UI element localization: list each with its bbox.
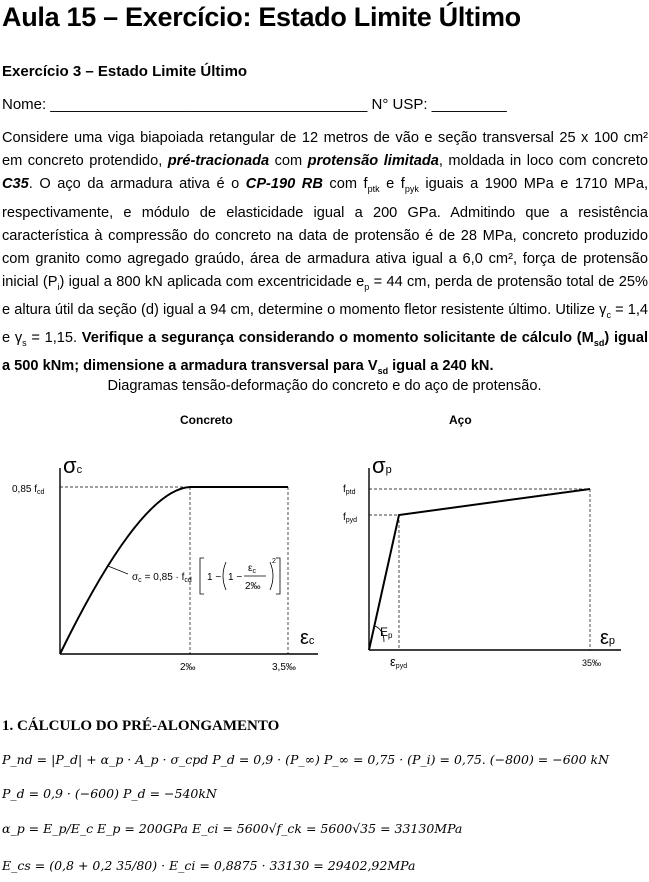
aco-label: Aço [449, 413, 472, 427]
tick-2permil: 2‰ [180, 662, 196, 673]
svg-text:1 −: 1 − [228, 572, 243, 583]
sigma-p-symbol: σp [372, 453, 392, 478]
ep-label: Ep [380, 625, 393, 640]
svg-text:2‰: 2‰ [245, 581, 261, 592]
concreto-label: Concreto [180, 413, 233, 427]
fcd-label: 0,85 $f_{cd}$ [12, 484, 45, 496]
equation-4: E_cs = (0,8 + 0,2 35/80) · E_ci = 0,8875 · 33130 = 29402,92MPa [2, 858, 416, 873]
tick-35permil-steel: 35‰ [582, 658, 602, 668]
leader-line [108, 566, 128, 574]
eps-c-symbol: εc [300, 627, 315, 649]
steel-curve [369, 489, 590, 650]
name-usp-line: Nome: ______________________________________ N° USP: _________ [2, 96, 507, 113]
exercise-title: Exercício 3 – Estado Limite Último [2, 63, 248, 80]
sigma-c-symbol: σc [63, 453, 83, 478]
page-title: Aula 15 – Exercício: Estado Limite Último [2, 2, 521, 32]
steel-diagram [369, 468, 621, 650]
concrete-equation [132, 558, 280, 594]
svg-text:σc= 0,85 · fcd: $\sigma_c = 0,85 \cdot f_{cd}$ [132, 572, 192, 584]
svg-text:1 −: 1 − [207, 572, 222, 583]
stress-strain-diagrams [0, 440, 649, 680]
eps-pyd-label: εpyd [390, 654, 408, 670]
diagram-caption: Diagramas tensão-deformação do concreto e do aço de protensão. [107, 378, 542, 394]
fpyd-label: $f_{pyd}$ [343, 512, 358, 524]
problem-statement: Considere uma viga biapoiada retangular de 12 metros de vão e seção transversal 25 x 100 cm² em concreto protendido, pré-tracionada com protensão limitada, moldada in loco com concreto C35. O aço da armadura ativa é o CP-190 RB com $f_{ptk}$ e $f_{pyk}$ iguais a 1900 MPa e 1710 MPa, respectivamente, e módulo de elasticidade igual a 200 GPa. Admitindo que a resistência característica à compressão do concreto na data de protensão é de 28 MPa, concreto produzido com granito como agregado graúdo, área de armadura ativa igual a 6,0 cm², força de protensão inicial $(P_i)$ igual a 800 kN aplicada com excentricidade $e_p = 44$ cm, perda de protensão total de 25% e altura útil da seção (d) igual a 94 cm, determine o momento fletor resistente último. Utilize $\gamma_c = 1,4$ e $\gamma_s = 1,15$. Verifique a segurança considerando o momento solicitante de cálculo $(M_{sd})$ igual a 500 kNm; dimensione a armadura transversal para $V_{sd}$ igual a 240 kN. [2, 130, 649, 377]
section-title: 1. CÁLCULO DO PRÉ-ALONGAMENTO [2, 718, 280, 734]
svg-text:2: 2 [272, 558, 276, 565]
equation-2: P_d = 0,9 · (−600) P_d = −540kN [2, 786, 217, 801]
svg-text:εc: $\varepsilon_c$ [248, 563, 256, 575]
equation-3: α_p = E_p/E_c E_p = 200GPa E_ci = 5600√f_ck = 5600√35 = 33130MPa [2, 821, 463, 836]
eps-p-symbol: εp [600, 627, 616, 649]
parabola-curve [60, 487, 190, 654]
fptd-label: $f_{ptd}$ [343, 484, 356, 496]
concrete-diagram [60, 468, 318, 654]
tick-35permil: 3,5‰ [272, 662, 296, 673]
equation-1: P_nd = |P_d| + α_p · A_p · σ_cpd P_d = 0,9 · (P_∞) P_∞ = 0,75 · (P_i) = 0,75. (−800) = −600 kN [2, 752, 610, 767]
